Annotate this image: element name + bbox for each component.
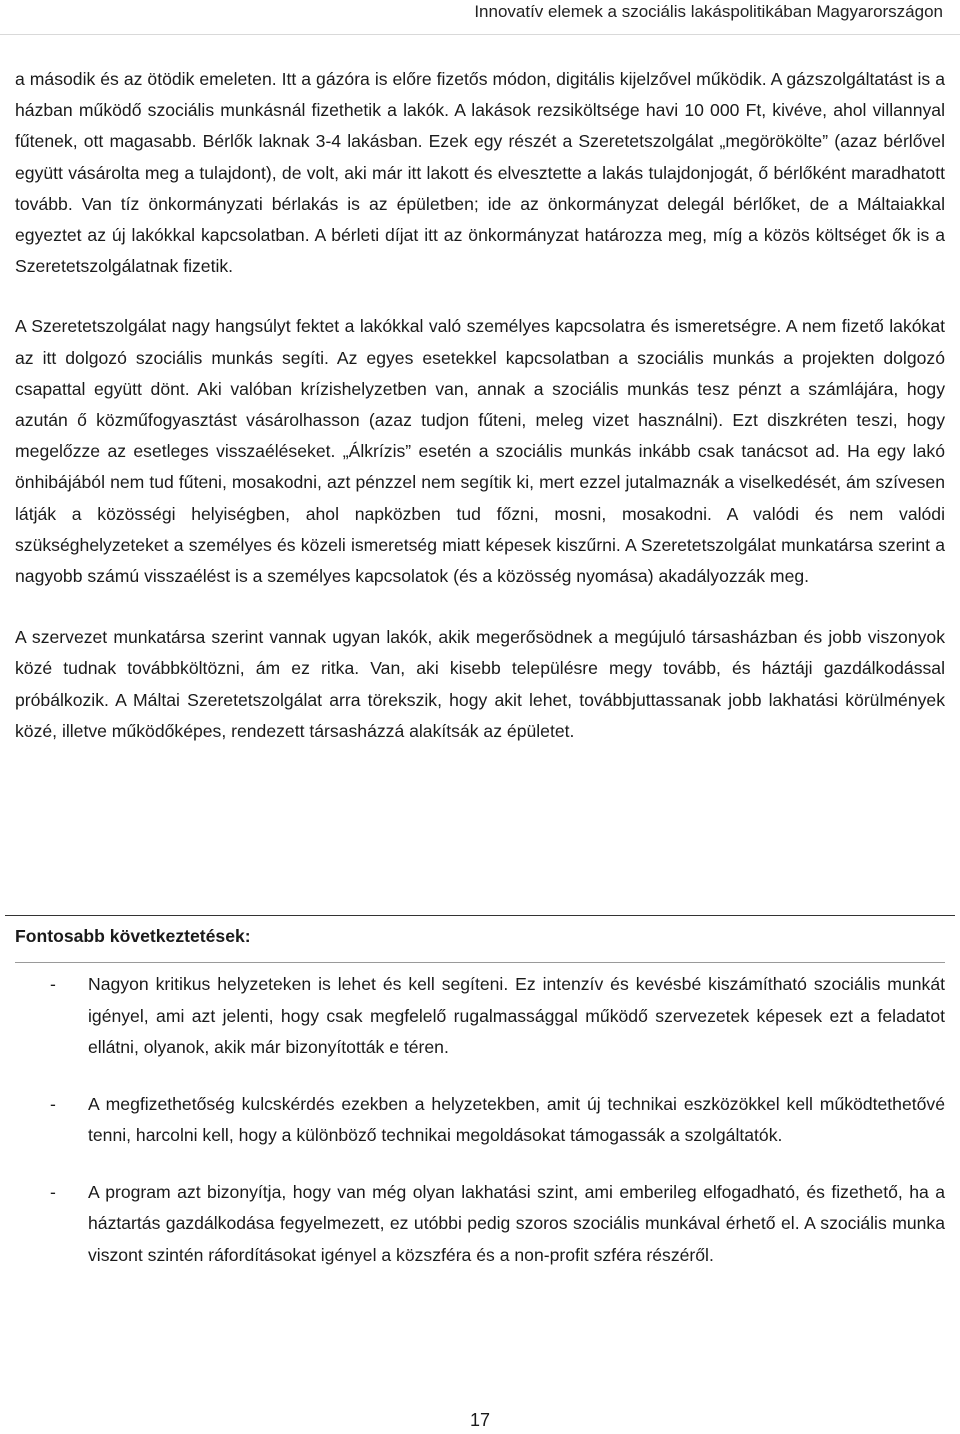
dash-bullet: - bbox=[50, 1181, 56, 1202]
list-item bbox=[15, 1089, 945, 1152]
page-number: 17 bbox=[469, 1410, 491, 1430]
list-item bbox=[15, 1177, 945, 1272]
paragraph: A szervezet munkatársa szerint vannak ugyan lakók, akik megerősödnek a megújuló társasházban és jobb viszonyok közé tudnak továbbköltözni, ám ez ritka. Van, aki kisebb településre megy tovább, és háztáji gazdálkodással próbálkozik. A Máltai Szeretetszolgálat arra törekszik, hogy akit lehet, továbbjuttassanak jobb lakhatási körülmények közé, illetve működőképes, rendezett társasházzá alakítsák az épületet. bbox=[15, 627, 945, 741]
running-header-title: Innovatív elemek a szociális lakáspolitikában Magyarországon bbox=[474, 2, 943, 21]
conclusions-list bbox=[15, 969, 945, 1296]
list-item-text: A megfizethetőség kulcskérdés ezekben a helyzetekben, amit új technikai eszközökkel kell működtethetővé tenni, harcolni kell, hogy a különböző technikai megoldásokat támogassák a szolgáltatók. bbox=[88, 1093, 945, 1145]
dash-bullet: - bbox=[50, 974, 56, 994]
conclusions-box bbox=[5, 915, 955, 1349]
list-item-text: A program azt bizonyítja, hogy van még olyan lakhatási szint, ami emberileg elfogadható, és fizethető, ha a háztartás gazdálkodása fegyelmezett, ez utóbbi pedig szoros szociális munkával érhető el. A szociális munka viszont szintén ráfordításokat igényel a közszféra és a non-profit szféra részéről. bbox=[88, 1181, 945, 1265]
list-item bbox=[15, 969, 945, 1064]
paragraph: a második és az ötödik emeleten. Itt a gázóra is előre fizetős módon, digitális kijelzővel működik. A gázszolgáltatást is a házban működő szociális munkásnál fizethetik a lakók. A lakások rezsiköltsége havi 10 000 Ft, kivéve, ahol villannyal fűtenek, ott magasabb. Bérlők laknak 3-4 lakásban. Ezek egy részét a Szeretetszolgálat „megörökölte” (azaz bérlővel együtt vásárolta meg a tulajdont), de volt, aki már itt lakott és elvesztette a lakás tulajdonjogát, ő bérlőként maradhatott tovább. Van tíz önkormányzati bérlakás is az épületben; ide az önkormányzat delegál bérlőket, de a Máltaiakkal egyeztet az új lakókkal kapcsolatban. A bérleti díjat itt az önkormányzat határozza meg, míg a közös költséget ők is a Szeretetszolgálatnak fizetik. bbox=[15, 69, 945, 277]
conclusions-divider bbox=[15, 962, 945, 963]
paragraph: A Szeretetszolgálat nagy hangsúlyt fektet a lakókkal való személyes kapcsolatra és ismeretségre. A nem fizető lakókat az itt dolgozó szociális munkás segíti. Az egyes esetekkel kapcsolatban a szociális munkás a projekten dolgozó csapattal együtt dönt. Aki valóban krízishelyzetben van, annak a szociális munkás tesz pénzt a számlájára, hogy azután ő közműfogyasztást vásárolhasson (azaz tudjon fűteni, meleg vizet használni). Ezt diszkréten teszi, hogy megelőzze az esetleges visszaéléseket. „Álkrízis” esetén a szociális munkás inkább csak tanácsot ad. Ha egy lakó önhibájából nem tud fűteni, mosakodni, azt pénzzel nem segítik ki, mert ezzel jutalmaznák a viselkedését, ám szívesen látják a közösségi helyiségben, ahol napközben tud főzni, mosni, mosakodni. A valódi és nem valódi szükséghelyzeteket a személyes és közeli ismeretség miatt képesek kiszűrni. A Szeretetszolgálat munkatársa szerint a nagyobb számú visszaélést is a személyes kapcsolatok (és a közösség nyomása) akadályozzák meg. bbox=[15, 316, 945, 587]
header-divider bbox=[0, 34, 960, 35]
conclusions-heading: Fontosabb következtetések: bbox=[15, 926, 251, 946]
list-item-text: Nagyon kritikus helyzeteken is lehet és kell segíteni. Ez intenzív és kevésbé kiszámítható szociális munkát igényel, ami azt jelenti, hogy csak megfelelő rugalmassággal működő szervezetek képesek ezt a feladatot ellátni, olyanok, akik már bizonyították e téren. bbox=[88, 974, 945, 1057]
page-header bbox=[0, 0, 960, 36]
body-text bbox=[15, 64, 945, 747]
dash-bullet: - bbox=[50, 1093, 56, 1114]
